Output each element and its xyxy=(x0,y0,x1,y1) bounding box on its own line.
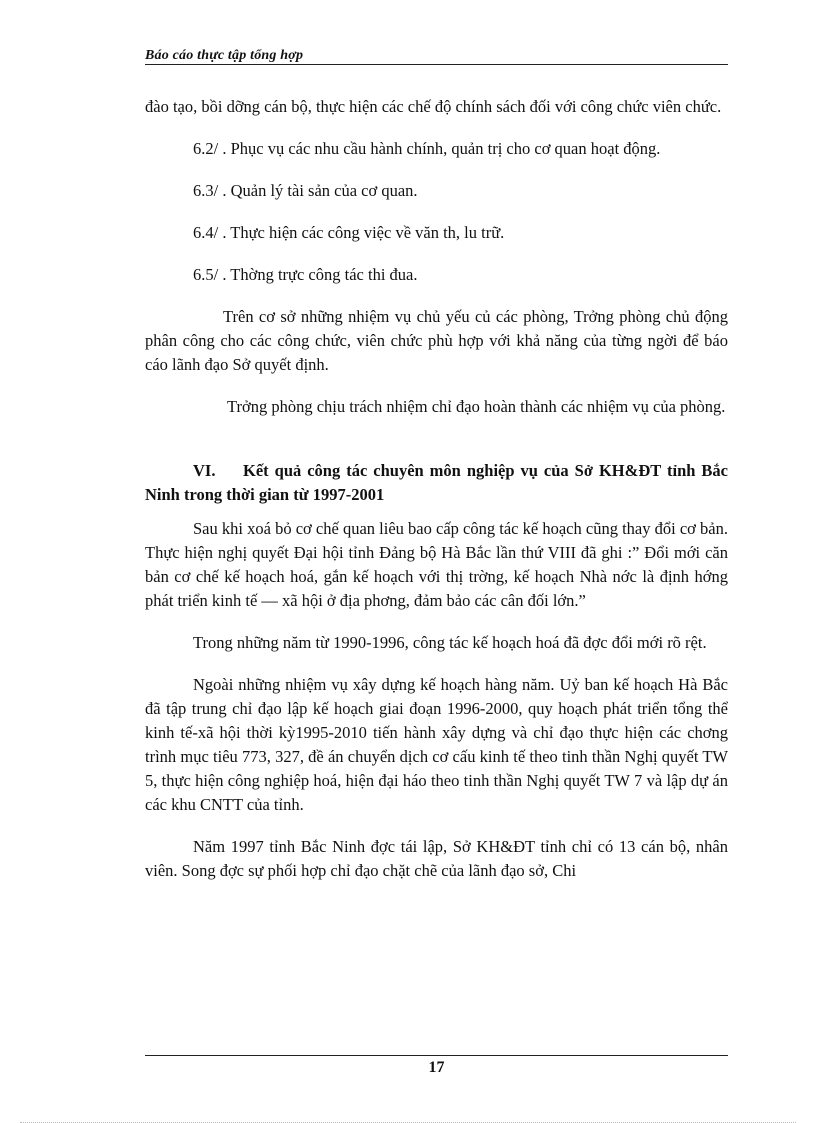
paragraph-responsibility: Trởng phòng chịu trách nhiệm chỉ đạo hoàn thành các nhiệm vụ của phòng. xyxy=(227,397,726,416)
paragraph-1990-1996: Trong những năm từ 1990-1996, công tác kế hoạch hoá đã đợc đổi mới rõ rệt. xyxy=(193,633,707,652)
section-number: VI. xyxy=(193,461,216,480)
paragraph-1997: Năm 1997 tỉnh Bắc Ninh đợc tái lập, Sở KH&ĐT tỉnh chỉ có 13 cán bộ, nhân viên. Song đợc sự phối hợp chỉ đạo chặt chẽ của lãnh đạo sở, Chi xyxy=(145,837,728,880)
running-header: Báo cáo thực tập tổng hợp xyxy=(145,48,304,63)
paragraph-6-2: 6.2/ . Phục vụ các nhu cầu hành chính, quản trị cho cơ quan hoạt động. xyxy=(193,139,661,158)
paragraph-1: đào tạo, bồi dỡng cán bộ, thực hiện các chế độ chính sách đối với công chức viên chức. xyxy=(145,97,722,116)
page-body xyxy=(145,95,728,901)
paragraph-planning: Ngoài những nhiệm vụ xây dựng kế hoạch hàng năm. Uỷ ban kế hoạch Hà Bắc đã tập trung chỉ đạo lập kế hoạch giai đoạn 1996-2000, quy hoạch phát triển tổng thể kinh tế-xã hội thời kỳ1995-2010 tiến hành xây dựng và chỉ đạo thực hiện các chơng trình mục tiêu 773, 327, đề án chuyển dịch cơ cấu kinh tế theo tinh thần Nghị quyết TW 5, thực hiện công nghiệp hoá, hiện đại háo theo tinh thần Nghị quyết TW 7 và lập dự án các khu CNTT của tỉnh. xyxy=(145,675,728,814)
paragraph-duties: Trên cơ sở những nhiệm vụ chủ yếu củ các phòng, Trởng phòng chủ động phân công cho các công chức, viên chức phù hợp với khả năng của từng ngời để báo cáo lãnh đạo Sở quyết định. xyxy=(145,307,728,374)
paragraph-reform: Sau khi xoá bỏ cơ chế quan liêu bao cấp công tác kế hoạch cũng thay đổi cơ bản. Thực hiện nghị quyết Đại hội tỉnh Đảng bộ Hà Bắc lần thứ VIII đã ghi :” Đổi mới căn bản cơ chế kế hoạch hoá, gắn kế hoạch với thị trờng, kế hoạch Nhà nớc là định hớng phát triển kinh tế — xã hội ở địa phơng, đảm bảo các cân đối lớn.” xyxy=(145,519,728,610)
page-number: 17 xyxy=(428,1059,445,1076)
section-heading xyxy=(145,459,728,507)
paragraph-6-5: 6.5/ . Thờng trực công tác thi đua. xyxy=(193,265,418,284)
footer-rule xyxy=(145,1055,728,1056)
paragraph-6-3: 6.3/ . Quản lý tài sản của cơ quan. xyxy=(193,181,418,200)
paragraph-6-4: 6.4/ . Thực hiện các công việc về văn th, lu trữ. xyxy=(193,223,505,242)
section-title: Kết quả công tác chuyên môn nghiệp vụ của Sở KH&ĐT tỉnh Bắc Ninh trong thời gian từ 1997-2001 xyxy=(145,461,728,504)
header-rule xyxy=(145,64,728,65)
